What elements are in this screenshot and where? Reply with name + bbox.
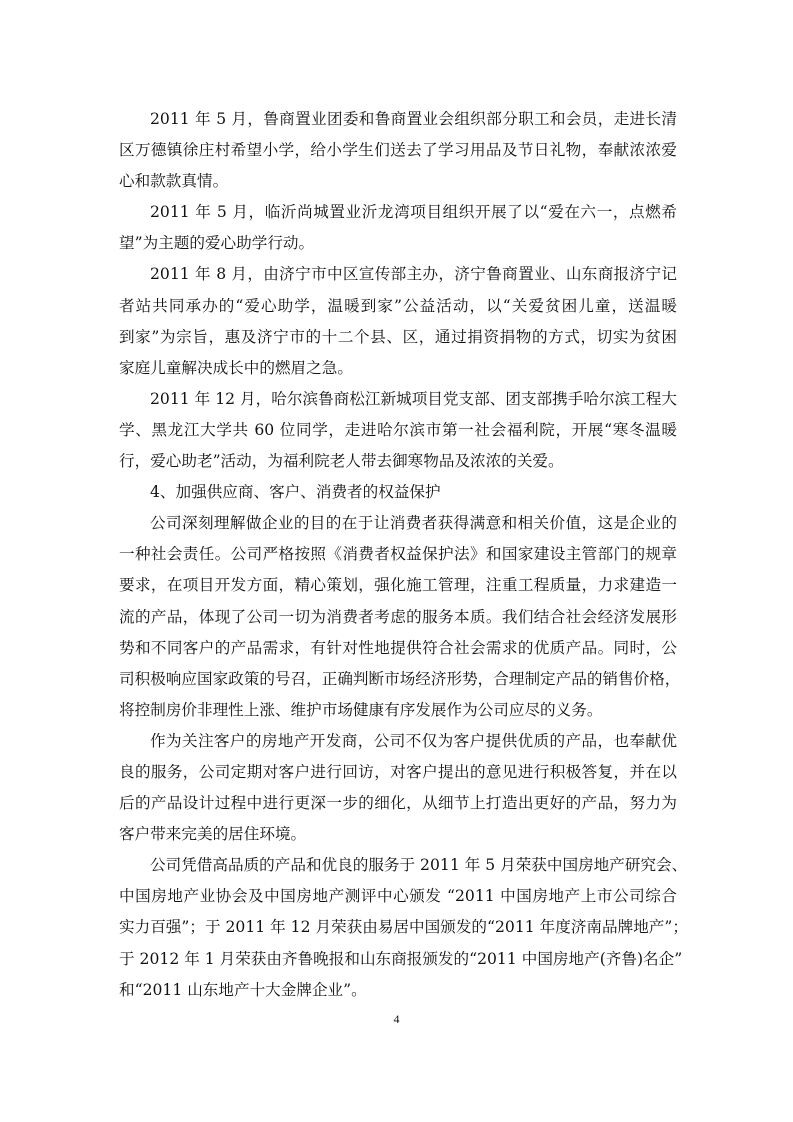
paragraph (119, 726, 677, 850)
text-line: 区万德镇徐庄村希望小学，给小学生们送去了学习用品及节日礼物，奉献浓浓爱 (119, 141, 677, 160)
text-line: 势和不同客户的产品需求，有针对性地提供符合社会需求的优质产品。同时，公 (119, 638, 677, 657)
paragraph (119, 850, 688, 1005)
text-line: 2011 年 5 月，临沂尚城置业沂龙湾项目组织开展了以“爱在六一，点燃希 (150, 203, 677, 222)
text-line: 作为关注客户的房地产开发商，公司不仅为客户提供优质的产品，也奉献优 (150, 731, 677, 750)
text-line: 行，爱心助老”活动，为福利院老人带去御寒物品及浓浓的关爱。 (119, 452, 564, 471)
text-line: 于 2012 年 1 月荣获由齐鲁晚报和山东商报颁发的“2011 中国房地产(齐鲁)名企” (119, 949, 683, 968)
text-line: 客户带来完美的居住环境。 (119, 825, 307, 844)
paragraph (119, 259, 677, 383)
text-line: 后的产品设计过程中进行更深一步的细化，从细节上打造出更好的产品，努力为 (119, 794, 677, 813)
text-line: 2011 年 12 月，哈尔滨鲁商松江新城项目党支部、团支部携手哈尔滨工程大 (150, 389, 677, 408)
text-line: 要求，在项目开发方面，精心策划，强化施工管理，注重工程质量，力求建造一 (119, 576, 677, 595)
text-line: 良的服务，公司定期对客户进行回访，对客户提出的意见进行积极答复，并在以 (119, 762, 677, 781)
text-line: 将控制房价非理性上涨、维护市场健康有序发展作为公司应尽的义务。 (119, 700, 603, 719)
text-line: 2011 年 5 月，鲁商置业团委和鲁商置业会组织部分职工和会员，走进长清 (150, 110, 677, 128)
text-line: 4、加强供应商、客户、消费者的权益保护 (150, 483, 441, 502)
text-line: 望”为主题的爱心助学行动。 (119, 234, 315, 253)
text-line: 心和款款真情。 (119, 172, 229, 191)
text-line: 一种社会责任。公司严格按照《消费者权益保护法》和国家建设主管部门的规章 (119, 545, 677, 564)
text-line: 实力百强”；于 2011 年 12 月荣获由易居中国颁发的“2011 年度济南品牌地产”； (119, 918, 688, 937)
text-line: 流的产品，体现了公司一切为消费者考虑的服务本质。我们结合社会经济发展形 (119, 607, 677, 626)
section-heading (119, 477, 677, 508)
text-line: 2011 年 8 月，由济宁市中区宣传部主办，济宁鲁商置业、山东商报济宁记 (150, 265, 677, 284)
paragraph (119, 104, 677, 197)
text-line: 和“2011 山东地产十大金牌企业”。 (119, 980, 367, 999)
text-line: 中国房地产业协会及中国房地产测评中心颁发 “2011 中国房地产上市公司综合 (119, 887, 677, 906)
paragraph (119, 197, 677, 259)
text-line: 到家”为宗旨，惠及济宁市的十二个县、区，通过捐资捐物的方式，切实为贫困 (119, 327, 677, 346)
text-line: 公司凭借高品质的产品和优良的服务于 2011 年 5 月荣获中国房地产研究会、 (150, 856, 688, 875)
paragraph (119, 384, 677, 477)
text-line: 家庭儿童解决成长中的燃眉之急。 (119, 358, 353, 377)
paragraph (119, 508, 681, 726)
page-number: 4 (393, 1012, 400, 1026)
text-line: 公司深刻理解做企业的目的在于让消费者获得满意和相关价值，这是企业的 (150, 514, 677, 533)
text-line: 学、黑龙江大学共 60 位同学，走进哈尔滨市第一社会福利院，开展“寒冬温暖 (119, 420, 677, 439)
text-line: 者站共同承办的“爱心助学，温暖到家”公益活动，以“关爱贫困儿童，送温暖 (119, 296, 677, 315)
text-line: 司积极响应国家政策的号召，正确判断市场经济形势，合理制定产品的销售价格， (119, 669, 681, 688)
document-body (119, 104, 688, 1006)
